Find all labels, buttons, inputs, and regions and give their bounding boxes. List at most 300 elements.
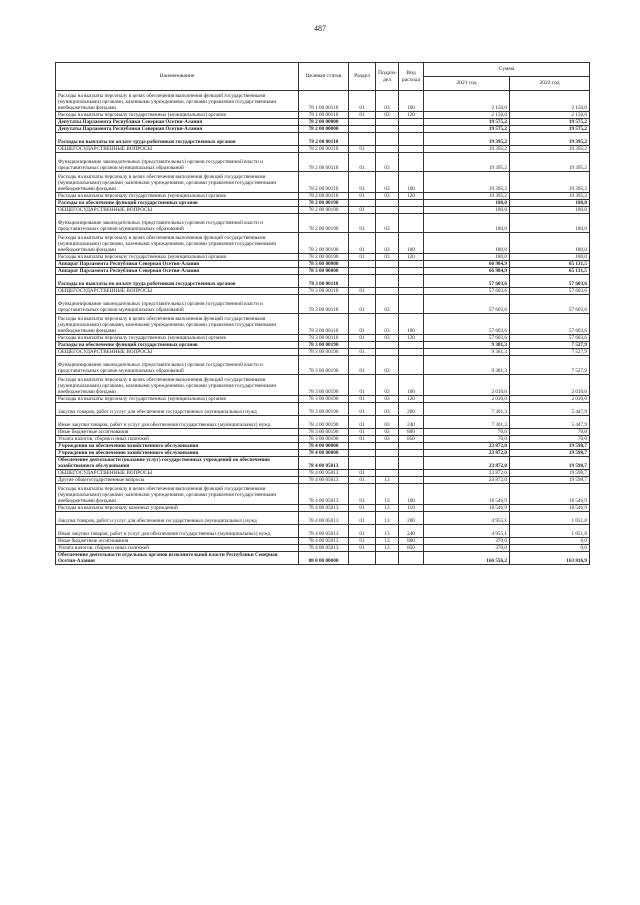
row-sum-2022-cell: 65 131,5: [510, 261, 590, 268]
row-sum-2021-cell: 180,0: [424, 214, 510, 233]
row-expense-type-cell: [399, 552, 424, 565]
row-name-cell: Расходы на выплаты персоналу в целях обеспечения выполнения функций государственными (муниципальными) органами, казенными учреждениями, органами управления государственными внебюджетными фондами: [56, 233, 299, 254]
row-target-cell: 78 2 00 00110: [299, 146, 349, 153]
row-target-cell: 78 4 00 00000: [299, 450, 349, 457]
row-section-cell: [349, 552, 376, 565]
row-name-cell: Функционирование законодательных (представительных) органов государственной власти и представительных органов муниципальных образований: [56, 214, 299, 233]
row-name-cell: Расходы на выплаты персоналу государственных (муниципальных) органов: [56, 193, 299, 200]
row-sum-2022-cell: 57 603,6: [510, 335, 590, 342]
table-row: [56, 200, 590, 207]
row-sum-2022-cell: 70,0: [510, 429, 590, 436]
row-section-cell: 01: [349, 429, 376, 436]
row-sum-2021-cell: 23 872,0: [424, 477, 510, 484]
row-name-cell: ОБЩЕГОСУДАРСТВЕННЫЕ ВОПРОСЫ: [56, 288, 299, 295]
row-sum-2021-cell: 23 872,0: [424, 450, 510, 457]
row-expense-type-cell: [399, 288, 424, 295]
row-expense-type-cell: 800: [399, 538, 424, 545]
row-expense-type-cell: [399, 356, 424, 375]
row-sum-2021-cell: 370,0: [424, 545, 510, 552]
row-expense-type-cell: 240: [399, 525, 424, 538]
row-name-cell: Закупка товаров, работ и услуг для обеспечения государственных (муниципальных) нужд: [56, 512, 299, 525]
row-sum-2021-cell: 19 395,2: [424, 193, 510, 200]
row-subsection-cell: [376, 288, 399, 295]
table-row: [56, 335, 590, 342]
row-target-cell: 78 2 00 00190: [299, 207, 349, 214]
row-section-cell: 01: [349, 477, 376, 484]
table-row: [56, 375, 590, 396]
row-sum-2021-cell: 9 381,3: [424, 356, 510, 375]
row-subsection-cell: 03: [376, 314, 399, 335]
row-name-cell: Расходы на выплаты персоналу в целях обеспечения выполнения функций государственными (муниципальными) органами, казенными учреждениями, органами управления государственными внебюджетными фондами: [56, 375, 299, 396]
row-sum-2021-cell: 7 301,3: [424, 403, 510, 416]
row-section-cell: [349, 450, 376, 457]
row-sum-2022-cell: 2 150,0: [510, 112, 590, 119]
row-section-cell: [349, 443, 376, 450]
row-subsection-cell: 03: [376, 91, 399, 112]
table-row: [56, 538, 590, 545]
header-expense-type: Вид расхода: [399, 63, 424, 91]
row-section-cell: 01: [349, 146, 376, 153]
row-subsection-cell: [376, 119, 399, 126]
row-sum-2022-cell: 1 051,8: [510, 525, 590, 538]
row-subsection-cell: [376, 349, 399, 356]
row-subsection-cell: [376, 457, 399, 470]
row-sum-2022-cell: 19 395,2: [510, 146, 590, 153]
row-expense-type-cell: [399, 342, 424, 349]
table-row: [56, 133, 590, 146]
row-name-cell: Иные бюджетные ассигнования: [56, 429, 299, 436]
table-row: [56, 91, 590, 112]
row-expense-type-cell: [399, 133, 424, 146]
row-sum-2022-cell: 70,0: [510, 436, 590, 443]
table-row: [56, 126, 590, 133]
row-name-cell: Расходы на выплаты по оплате труда работников государственных органов: [56, 275, 299, 288]
header-subsection: Подраз-дел: [376, 63, 399, 91]
row-sum-2022-cell: 19 598,7: [510, 450, 590, 457]
table-row: [56, 396, 590, 403]
row-section-cell: 01: [349, 416, 376, 429]
row-sum-2022-cell: 19 395,2: [510, 172, 590, 193]
row-expense-type-cell: [399, 443, 424, 450]
row-sum-2021-cell: 19 575,2: [424, 119, 510, 126]
row-sum-2022-cell: 57 603,6: [510, 314, 590, 335]
row-target-cell: 78 3 00 00110: [299, 288, 349, 295]
row-sum-2022-cell: 18 546,9: [510, 484, 590, 505]
row-expense-type-cell: 100: [399, 314, 424, 335]
row-section-cell: 01: [349, 505, 376, 512]
table-row: [56, 349, 590, 356]
row-name-cell: Учреждения по обеспечению хозяйственного обслуживания: [56, 443, 299, 450]
table-row: [56, 403, 590, 416]
row-sum-2022-cell: 180,0: [510, 233, 590, 254]
row-section-cell: 01: [349, 545, 376, 552]
row-section-cell: [349, 200, 376, 207]
row-name-cell: Расходы на выплаты персоналу казенных учреждений: [56, 505, 299, 512]
row-section-cell: 01: [349, 436, 376, 443]
row-sum-2022-cell: 57 603,6: [510, 288, 590, 295]
row-section-cell: 01: [349, 538, 376, 545]
row-target-cell: 78 4 00 05013: [299, 512, 349, 525]
table-row: [56, 356, 590, 375]
header-year-2022: 2022 год: [510, 77, 590, 91]
row-expense-type-cell: 800: [399, 429, 424, 436]
row-target-cell: 78 4 00 05013: [299, 505, 349, 512]
row-sum-2022-cell: 57 603,6: [510, 275, 590, 288]
row-subsection-cell: 03: [376, 153, 399, 172]
table-row: [56, 470, 590, 477]
table-row: [56, 214, 590, 233]
header-target: Целевая статья: [299, 63, 349, 91]
row-section-cell: 01: [349, 356, 376, 375]
row-sum-2021-cell: 2 010,0: [424, 396, 510, 403]
row-subsection-cell: [376, 275, 399, 288]
row-target-cell: 78 4 00 05013: [299, 477, 349, 484]
row-subsection-cell: [376, 443, 399, 450]
row-sum-2022-cell: 0,0: [510, 538, 590, 545]
row-expense-type-cell: [399, 457, 424, 470]
row-sum-2021-cell: 370,0: [424, 538, 510, 545]
row-name-cell: ОБЩЕГОСУДАРСТВЕННЫЕ ВОПРОСЫ: [56, 146, 299, 153]
row-sum-2022-cell: 180,0: [510, 207, 590, 214]
table-row: [56, 268, 590, 275]
row-subsection-cell: 13: [376, 477, 399, 484]
row-section-cell: [349, 261, 376, 268]
row-name-cell: Расходы на выплаты по оплате труда работников государственных органов: [56, 133, 299, 146]
row-sum-2021-cell: 2 150,0: [424, 112, 510, 119]
row-sum-2021-cell: 23 872,0: [424, 470, 510, 477]
row-sum-2021-cell: 19 395,2: [424, 146, 510, 153]
row-section-cell: [349, 457, 376, 470]
row-sum-2021-cell: 70,0: [424, 436, 510, 443]
row-expense-type-cell: 100: [399, 172, 424, 193]
table-row: [56, 207, 590, 214]
row-target-cell: 78 2 00 00000: [299, 119, 349, 126]
row-name-cell: Аппарат Парламента Республики Северная Осетия-Алания: [56, 268, 299, 275]
row-section-cell: [349, 342, 376, 349]
row-target-cell: 78 4 00 05013: [299, 470, 349, 477]
row-subsection-cell: 13: [376, 538, 399, 545]
row-expense-type-cell: 850: [399, 436, 424, 443]
row-name-cell: Иные закупки товаров, работ и услуг для обеспечения государственных (муниципальных) нужд: [56, 416, 299, 429]
row-expense-type-cell: [399, 207, 424, 214]
row-name-cell: Расходы на выплаты персоналу государственных (муниципальных) органов: [56, 112, 299, 119]
row-subsection-cell: 03: [376, 214, 399, 233]
row-sum-2021-cell: 57 603,6: [424, 288, 510, 295]
table-row: [56, 288, 590, 295]
row-expense-type-cell: 120: [399, 335, 424, 342]
row-subsection-cell: [376, 146, 399, 153]
row-expense-type-cell: [399, 295, 424, 314]
row-target-cell: 78 2 00 00110: [299, 133, 349, 146]
row-expense-type-cell: 110: [399, 505, 424, 512]
row-subsection-cell: 03: [376, 254, 399, 261]
row-target-cell: 78 3 00 00110: [299, 335, 349, 342]
row-name-cell: Закупка товаров, работ и услуг для обеспечения государственных (муниципальных) нужд: [56, 403, 299, 416]
row-section-cell: 01: [349, 396, 376, 403]
row-sum-2021-cell: 70,0: [424, 429, 510, 436]
row-name-cell: Учреждения по обеспечению хозяйственного обслуживания: [56, 450, 299, 457]
row-sum-2022-cell: 163 816,9: [510, 552, 590, 565]
row-section-cell: 01: [349, 91, 376, 112]
row-section-cell: [349, 126, 376, 133]
row-name-cell: Аппарат Парламента Республики Северная Осетия-Алания: [56, 261, 299, 268]
row-sum-2021-cell: 57 603,6: [424, 314, 510, 335]
table-row: [56, 146, 590, 153]
row-name-cell: Уплата налогов, сборов и иных платежей: [56, 545, 299, 552]
row-name-cell: Расходы на обеспечение функций государственных органов: [56, 342, 299, 349]
row-section-cell: [349, 268, 376, 275]
row-expense-type-cell: 100: [399, 375, 424, 396]
table-row: [56, 545, 590, 552]
row-sum-2021-cell: 2 010,0: [424, 375, 510, 396]
row-sum-2021-cell: 19 395,2: [424, 172, 510, 193]
row-target-cell: 88 0 00 00000: [299, 552, 349, 565]
row-target-cell: 78 2 00 00190: [299, 214, 349, 233]
row-subsection-cell: [376, 126, 399, 133]
row-name-cell: Депутаты Парламента Республики Северная Осетия-Алания: [56, 119, 299, 126]
row-subsection-cell: 13: [376, 525, 399, 538]
row-target-cell: 78 2 00 00190: [299, 254, 349, 261]
row-subsection-cell: 03: [376, 335, 399, 342]
table-row: [56, 505, 590, 512]
page-number: 487: [314, 24, 326, 33]
table-row: [56, 261, 590, 268]
row-name-cell: Функционирование законодательных (представительных) органов государственной власти и представительных органов муниципальных образований: [56, 295, 299, 314]
row-target-cell: 78 1 00 00110: [299, 112, 349, 119]
row-target-cell: 78 2 00 00000: [299, 126, 349, 133]
row-sum-2021-cell: 180,0: [424, 254, 510, 261]
row-subsection-cell: [376, 207, 399, 214]
row-section-cell: 01: [349, 335, 376, 342]
row-subsection-cell: 03: [376, 233, 399, 254]
row-expense-type-cell: [399, 119, 424, 126]
row-section-cell: 01: [349, 207, 376, 214]
row-section-cell: 01: [349, 349, 376, 356]
row-sum-2022-cell: 19 598,7: [510, 470, 590, 477]
row-name-cell: Функционирование законодательных (представительных) органов государственной власти и представительных органов муниципальных образований: [56, 356, 299, 375]
row-subsection-cell: [376, 268, 399, 275]
row-name-cell: ОБЩЕГОСУДАРСТВЕННЫЕ ВОПРОСЫ: [56, 470, 299, 477]
table-row: [56, 484, 590, 505]
row-target-cell: 78 2 00 00190: [299, 200, 349, 207]
row-expense-type-cell: 100: [399, 233, 424, 254]
row-name-cell: Расходы на выплаты персоналу в целях обеспечения выполнения функций государственными (муниципальными) органами, казенными учреждениями, органами управления государственными внебюджетными фондами: [56, 91, 299, 112]
row-target-cell: 78 2 00 00190: [299, 233, 349, 254]
row-sum-2021-cell: 19 395,2: [424, 153, 510, 172]
row-subsection-cell: [376, 450, 399, 457]
row-section-cell: 01: [349, 254, 376, 261]
row-subsection-cell: [376, 342, 399, 349]
row-sum-2022-cell: 19 598,7: [510, 477, 590, 484]
row-section-cell: 01: [349, 484, 376, 505]
row-target-cell: 78 4 00 05013: [299, 457, 349, 470]
row-expense-type-cell: [399, 126, 424, 133]
table-row: [56, 457, 590, 470]
header-section: Раздел: [349, 63, 376, 91]
row-sum-2021-cell: 23 872,0: [424, 443, 510, 450]
row-sum-2022-cell: 180,0: [510, 200, 590, 207]
row-sum-2021-cell: 19 395,2: [424, 133, 510, 146]
row-expense-type-cell: 120: [399, 193, 424, 200]
row-sum-2021-cell: 57 603,6: [424, 295, 510, 314]
row-target-cell: 78 4 00 05013: [299, 545, 349, 552]
row-sum-2021-cell: 18 546,9: [424, 484, 510, 505]
row-target-cell: 78 3 00 00110: [299, 275, 349, 288]
row-sum-2022-cell: 18 546,9: [510, 505, 590, 512]
row-sum-2022-cell: 19 575,2: [510, 119, 590, 126]
row-target-cell: 78 3 00 00110: [299, 295, 349, 314]
table-row: [56, 512, 590, 525]
table-header: [56, 63, 590, 91]
row-section-cell: 01: [349, 112, 376, 119]
row-target-cell: 78 2 00 00110: [299, 153, 349, 172]
row-name-cell: Иные бюджетные ассигнования: [56, 538, 299, 545]
budget-table: [55, 62, 590, 565]
row-target-cell: 78 3 00 00000: [299, 268, 349, 275]
row-subsection-cell: 13: [376, 545, 399, 552]
row-sum-2022-cell: 2 010,0: [510, 396, 590, 403]
row-expense-type-cell: [399, 470, 424, 477]
row-expense-type-cell: [399, 261, 424, 268]
row-subsection-cell: 03: [376, 375, 399, 396]
row-sum-2022-cell: 7 527,9: [510, 349, 590, 356]
row-expense-type-cell: 100: [399, 484, 424, 505]
row-target-cell: 78 4 00 05013: [299, 484, 349, 505]
row-sum-2022-cell: 19 395,2: [510, 153, 590, 172]
row-subsection-cell: [376, 133, 399, 146]
row-target-cell: 78 2 00 00110: [299, 172, 349, 193]
row-sum-2021-cell: 9 381,3: [424, 342, 510, 349]
row-section-cell: 01: [349, 193, 376, 200]
row-sum-2022-cell: 5 447,9: [510, 403, 590, 416]
table-row: [56, 443, 590, 450]
row-sum-2022-cell: 19 395,2: [510, 193, 590, 200]
table-row: [56, 275, 590, 288]
row-target-cell: 78 1 00 00110: [299, 91, 349, 112]
row-sum-2021-cell: 4 955,1: [424, 512, 510, 525]
row-section-cell: 01: [349, 153, 376, 172]
row-sum-2021-cell: 57 603,6: [424, 275, 510, 288]
row-section-cell: 01: [349, 172, 376, 193]
row-section-cell: [349, 133, 376, 146]
row-sum-2022-cell: 180,0: [510, 254, 590, 261]
table-row: [56, 436, 590, 443]
row-section-cell: 01: [349, 295, 376, 314]
table-row: [56, 552, 590, 565]
row-subsection-cell: 13: [376, 505, 399, 512]
row-expense-type-cell: 120: [399, 396, 424, 403]
row-subsection-cell: 13: [376, 484, 399, 505]
row-name-cell: Расходы на выплаты персоналу государственных (муниципальных) органов: [56, 254, 299, 261]
row-sum-2021-cell: 9 381,3: [424, 349, 510, 356]
row-subsection-cell: 03: [376, 396, 399, 403]
table-row: [56, 193, 590, 200]
table-row: [56, 295, 590, 314]
row-subsection-cell: [376, 470, 399, 477]
table-body: [56, 91, 590, 565]
row-sum-2021-cell: 4 955,1: [424, 525, 510, 538]
row-subsection-cell: 03: [376, 436, 399, 443]
row-target-cell: 78 3 00 00190: [299, 396, 349, 403]
row-name-cell: ОБЩЕГОСУДАРСТВЕННЫЕ ВОПРОСЫ: [56, 207, 299, 214]
row-sum-2022-cell: 2 010,0: [510, 375, 590, 396]
row-target-cell: 78 3 00 00190: [299, 375, 349, 396]
row-section-cell: 01: [349, 470, 376, 477]
row-subsection-cell: 03: [376, 193, 399, 200]
row-name-cell: Иные закупки товаров, работ и услуг для обеспечения государственных (муниципальных) нужд: [56, 525, 299, 538]
row-expense-type-cell: [399, 275, 424, 288]
row-sum-2021-cell: 166 556,2: [424, 552, 510, 565]
row-expense-type-cell: [399, 146, 424, 153]
row-subsection-cell: [376, 261, 399, 268]
row-name-cell: Расходы на обеспечение функций государственных органов: [56, 200, 299, 207]
row-target-cell: 78 3 00 00190: [299, 403, 349, 416]
header-name: Наименование: [56, 63, 299, 91]
row-section-cell: 01: [349, 288, 376, 295]
row-section-cell: 01: [349, 525, 376, 538]
row-expense-type-cell: [399, 200, 424, 207]
row-sum-2022-cell: 2 150,0: [510, 91, 590, 112]
row-sum-2022-cell: 180,0: [510, 214, 590, 233]
row-sum-2021-cell: 18 546,9: [424, 505, 510, 512]
row-expense-type-cell: 100: [399, 91, 424, 112]
table-row: [56, 254, 590, 261]
row-sum-2022-cell: 7 527,9: [510, 342, 590, 349]
row-name-cell: Расходы на выплаты персоналу в целях обеспечения выполнения функций государственными (муниципальными) органами, казенными учреждениями, органами управления государственными внебюджетными фондами: [56, 172, 299, 193]
row-subsection-cell: 03: [376, 295, 399, 314]
header-sums: Сумма: [424, 63, 590, 77]
table-row: [56, 172, 590, 193]
row-sum-2021-cell: 66 984,9: [424, 268, 510, 275]
row-name-cell: Обеспечение деятельности (оказание услуг) государственных учреждений по обеспечению хозяйственного обслуживания: [56, 457, 299, 470]
row-target-cell: 78 3 00 00190: [299, 429, 349, 436]
row-subsection-cell: [376, 200, 399, 207]
row-sum-2022-cell: 19 598,7: [510, 457, 590, 470]
row-expense-type-cell: [399, 349, 424, 356]
row-sum-2021-cell: 19 575,2: [424, 126, 510, 133]
row-expense-type-cell: [399, 214, 424, 233]
row-sum-2021-cell: 57 603,6: [424, 335, 510, 342]
row-target-cell: 78 3 00 00190: [299, 416, 349, 429]
row-section-cell: 01: [349, 233, 376, 254]
row-name-cell: ОБЩЕГОСУДАРСТВЕННЫЕ ВОПРОСЫ: [56, 349, 299, 356]
row-sum-2022-cell: 57 603,6: [510, 295, 590, 314]
row-name-cell: Обеспечение деятельности отдельных органов исполнительной власти Республики Северная Осетия-Алания: [56, 552, 299, 565]
row-expense-type-cell: 120: [399, 254, 424, 261]
row-expense-type-cell: [399, 450, 424, 457]
row-name-cell: Расходы на выплаты персоналу государственных (муниципальных) органов: [56, 396, 299, 403]
row-section-cell: [349, 275, 376, 288]
table-row: [56, 429, 590, 436]
row-expense-type-cell: [399, 153, 424, 172]
table-row: [56, 450, 590, 457]
row-name-cell: Расходы на выплаты персоналу в целях обеспечения выполнения функций государственными (муниципальными) органами, казенными учреждениями, органами управления государственными внебюджетными фондами: [56, 314, 299, 335]
row-expense-type-cell: 240: [399, 416, 424, 429]
row-sum-2022-cell: 1 051,8: [510, 512, 590, 525]
row-sum-2021-cell: 23 872,0: [424, 457, 510, 470]
row-sum-2021-cell: 7 301,3: [424, 416, 510, 429]
row-target-cell: 78 4 00 05013: [299, 525, 349, 538]
row-sum-2021-cell: 2 150,0: [424, 91, 510, 112]
row-name-cell: Расходы на выплаты персоналу в целях обеспечения выполнения функций государственными (муниципальными) органами, казенными учреждениями, органами управления государственными внебюджетными фондами: [56, 484, 299, 505]
row-subsection-cell: 03: [376, 429, 399, 436]
row-sum-2022-cell: 65 131,5: [510, 268, 590, 275]
table-row: [56, 153, 590, 172]
row-target-cell: 78 3 00 00000: [299, 261, 349, 268]
row-sum-2021-cell: 66 984,9: [424, 261, 510, 268]
row-subsection-cell: 03: [376, 403, 399, 416]
row-expense-type-cell: [399, 477, 424, 484]
